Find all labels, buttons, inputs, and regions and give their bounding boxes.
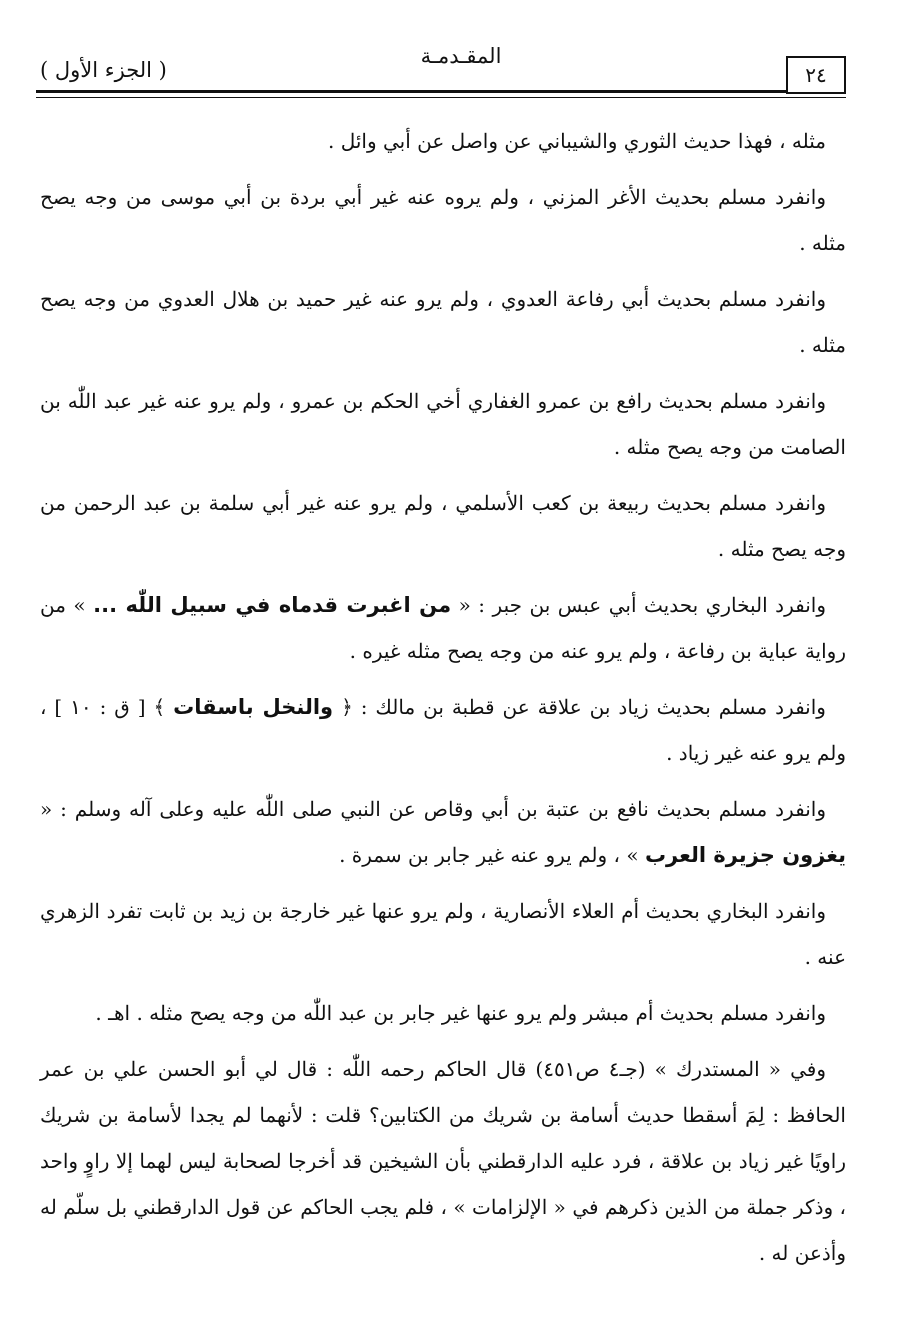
page-body (40, 118, 846, 1286)
paragraph: وانفرد مسلم بحديث رافع بن عمرو الغفاري أخي الحكم بن عمرو ، ولم يرو عنه غير عبد اللّٰه بن الصامت من وجه يصح مثله . (40, 389, 846, 459)
paragraph: وانفرد مسلم بحديث زياد بن علاقة عن قطبة بن مالك : ﴿ والنخل باسقات ﴾ [ ق : ١٠ ] ، ولم يرو عنه غير زياد . (40, 695, 846, 765)
header-rule-thin (36, 97, 846, 98)
paragraph: مثله ، فهذا حديث الثوري والشيباني عن واصل عن أبي وائل . (328, 129, 826, 153)
paragraph: وفي « المستدرك » (جـ٤ ص٤٥١) قال الحاكم رحمه اللّٰه : قال لي أبو الحسن علي بن عمر الحافظ : لِمَ أسقطا حديث أسامة بن شريك من الكتابين؟ قلت : لأنهما لم يجدا لأسامة بن شريك راويًا غير زياد بن علاقة ، فرد عليه الدارقطني بأن الشيخين قد أخرجا لصحابة ليس لهما إلا راوٍ واحد ، وذكر جملة من الذين ذكرهم في « الإلزامات » ، فلم يجب الحاكم عن قول الدارقطني بل سلّم له وأذعن له . (40, 1057, 846, 1265)
paragraph: وانفرد مسلم بحديث أبي رفاعة العدوي ، ولم يرو عنه غير حميد بن هلال العدوي من وجه يصح مثله . (40, 287, 846, 357)
header-rule-thick (36, 90, 788, 93)
quran-quote: والنخل باسقات (173, 695, 334, 719)
page-number: ٢٤ (786, 56, 846, 94)
section-title: المقـدمـة (420, 44, 502, 68)
paragraph: وانفرد البخاري بحديث أم العلاء الأنصارية ، ولم يرو عنها غير خارجة بن زيد بن ثابت تفرد الزهري عنه . (40, 899, 846, 969)
paragraph: وانفرد مسلم بحديث الأغر المزني ، ولم يروه عنه غير أبي بردة بن أبي موسى من وجه يصح مثله . (40, 185, 846, 255)
paragraph: وانفرد مسلم بحديث أم مبشر ولم يرو عنها غير جابر بن عبد اللّٰه من وجه يصح مثله . اهـ . (95, 1001, 826, 1025)
paragraph: وانفرد مسلم بحديث ربيعة بن كعب الأسلمي ، ولم يرو عنه غير أبي سلمة بن عبد الرحمن من وجه يصح مثله . (40, 491, 846, 561)
hadith-quote: من اغبرت قدماه في سبيل اللّٰه ... (93, 593, 452, 617)
hadith-quote: يغزون جزيرة العرب (644, 843, 846, 867)
paragraph: وانفرد البخاري بحديث أبي عبس بن جبر : « من اغبرت قدماه في سبيل اللّٰه ... » من رواية عباية بن رفاعة ، ولم يرو عنه من وجه يصح مثله غيره . (40, 593, 846, 663)
running-header (36, 40, 846, 104)
volume-label: ( الجزء الأول ) (40, 58, 167, 82)
paragraph: وانفرد مسلم بحديث نافع بن عتبة بن أبي وقاص عن النبي صلى اللّٰه عليه وعلى آله وسلم : « يغزون جزيرة العرب » ، ولم يرو عنه غير جابر بن سمرة . (40, 797, 846, 867)
